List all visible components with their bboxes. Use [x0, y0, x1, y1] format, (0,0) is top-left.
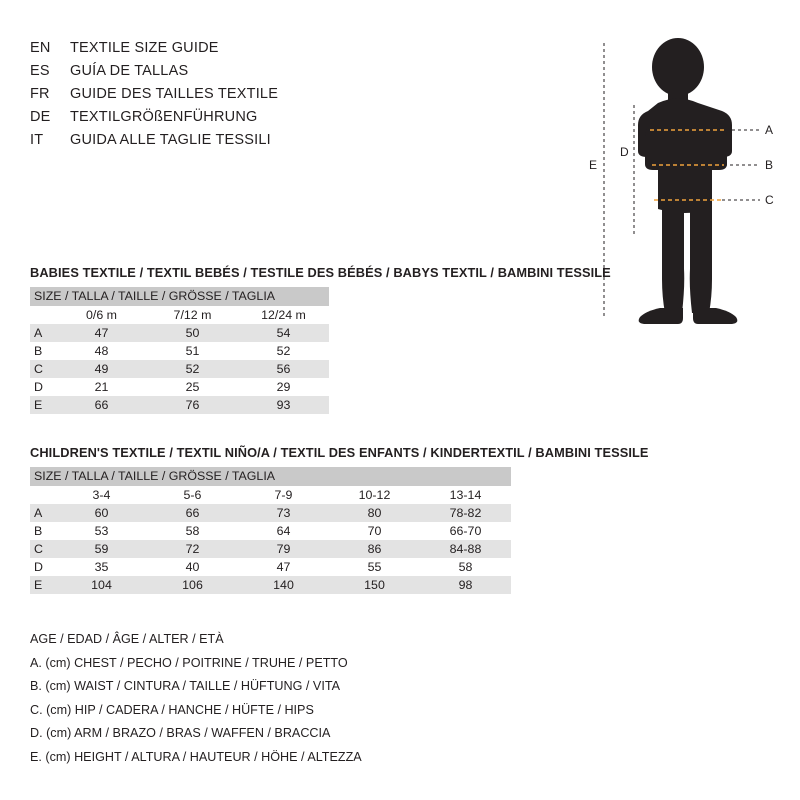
cell: 59	[56, 540, 147, 558]
children-band-label: SIZE / TALLA / TAILLE / GRÖSSE / TAGLIA	[30, 467, 511, 486]
table-row	[30, 324, 329, 342]
cell: 48	[94, 344, 109, 358]
language-code: EN	[30, 40, 51, 56]
cell: 73	[238, 504, 329, 522]
cell: 49	[56, 360, 147, 378]
cell: 104	[56, 576, 147, 594]
table-row	[30, 522, 511, 540]
cell: 78-82	[420, 504, 511, 522]
legend-line-b: B. (cm) WAIST / CINTURA / TAILLE / HÜFTUNG / VITA	[30, 679, 340, 693]
cell: 66-70	[449, 524, 482, 538]
legend-heading: AGE / EDAD / ÂGE / ALTER / ETÀ	[30, 632, 224, 646]
legend-line-a: A. (cm) CHEST / PECHO / POITRINE / TRUHE / PETTO	[30, 655, 348, 670]
cell: 79	[238, 540, 329, 558]
legend-line-e: E. (cm) HEIGHT / ALTURA / HAUTEUR / HÖHE / ALTEZZA	[30, 749, 362, 764]
cell: 51	[185, 344, 200, 358]
table-row	[30, 396, 329, 414]
table-band-row	[30, 467, 511, 486]
cell: 58	[185, 524, 200, 538]
column-header: 13-14	[420, 486, 511, 504]
row-label: A	[30, 504, 56, 522]
cell: 55	[367, 560, 382, 574]
babies-band-label: SIZE / TALLA / TAILLE / GRÖSSE / TAGLIA	[30, 287, 329, 306]
legend-line-c: C. (cm) HIP / CADERA / HANCHE / HÜFTE / HIPS	[30, 702, 314, 717]
cell: 140	[238, 576, 329, 594]
language-title-block	[30, 40, 550, 155]
cell: 53	[94, 524, 109, 538]
legend-block	[30, 628, 362, 769]
child-silhouette-icon	[638, 38, 737, 324]
table-row	[30, 576, 511, 594]
cell: 86	[329, 540, 420, 558]
language-row	[30, 86, 550, 109]
row-label: E	[30, 576, 56, 594]
row-label: B	[34, 344, 43, 358]
cell: 54	[238, 324, 329, 342]
cell: 29	[276, 380, 291, 394]
table-row	[30, 342, 329, 360]
language-code: ES	[30, 63, 50, 79]
language-title: TEXTILGRÖßENFÜHRUNG	[70, 109, 258, 125]
table-band-row	[30, 287, 329, 306]
cell: 35	[94, 560, 109, 574]
cell: 60	[56, 504, 147, 522]
column-header: 3-4	[56, 486, 147, 504]
language-row	[30, 132, 550, 155]
table-row	[30, 540, 511, 558]
language-title: GUIDA ALLE TAGLIE TESSILI	[70, 132, 271, 148]
cell: 72	[147, 540, 238, 558]
children-size-table	[30, 467, 511, 594]
column-header: 7-9	[238, 486, 329, 504]
language-row	[30, 63, 550, 86]
language-title: TEXTILE SIZE GUIDE	[70, 40, 219, 56]
language-code: FR	[30, 86, 50, 102]
row-label: E	[30, 396, 56, 414]
table-row	[30, 504, 511, 522]
table-row	[30, 360, 329, 378]
cell: 52	[276, 344, 291, 358]
table-header-row	[30, 306, 329, 324]
row-label: C	[30, 360, 56, 378]
column-header: 12/24 m	[238, 306, 329, 324]
cell: 150	[329, 576, 420, 594]
cell: 84-88	[420, 540, 511, 558]
cell: 66	[56, 396, 147, 414]
marker-label-a: A	[765, 123, 774, 137]
marker-label-b: B	[765, 158, 774, 172]
cell: 106	[147, 576, 238, 594]
cell: 66	[147, 504, 238, 522]
row-label: C	[30, 540, 56, 558]
babies-section-title: BABIES TEXTILE / TEXTIL BEBÉS / TESTILE DES BÉBÉS / BABYS TEXTIL / BAMBINI TESSILE	[30, 265, 611, 280]
cell: 98	[420, 576, 511, 594]
table-header-row	[30, 486, 511, 504]
table-row	[30, 558, 511, 576]
legend-line-d: D. (cm) ARM / BRAZO / BRAS / WAFFEN / BRACCIA	[30, 726, 331, 740]
language-row	[30, 109, 550, 132]
cell: 21	[94, 380, 109, 394]
marker-label-d: D	[620, 145, 629, 159]
marker-label-e: E	[589, 158, 598, 172]
cell: 76	[147, 396, 238, 414]
language-row	[30, 40, 550, 63]
column-header: 10-12	[329, 486, 420, 504]
cell: 64	[276, 524, 291, 538]
cell: 93	[238, 396, 329, 414]
column-header: 0/6 m	[56, 306, 147, 324]
language-title: GUÍA DE TALLAS	[70, 63, 189, 79]
row-label: A	[30, 324, 56, 342]
corner-cell	[30, 486, 56, 504]
children-section-title: CHILDREN'S TEXTILE / TEXTIL NIÑO/A / TEXTIL DES ENFANTS / KINDERTEXTIL / BAMBINI TESSILE	[30, 445, 649, 460]
babies-size-table	[30, 287, 329, 414]
cell: 56	[238, 360, 329, 378]
cell: 50	[147, 324, 238, 342]
marker-label-c: C	[765, 193, 774, 207]
column-header: 5-6	[147, 486, 238, 504]
row-label: D	[34, 560, 43, 574]
cell: 47	[56, 324, 147, 342]
corner-cell	[30, 306, 56, 324]
row-label: B	[34, 524, 43, 538]
table-row	[30, 378, 329, 396]
children-section	[30, 445, 649, 594]
cell: 40	[185, 560, 200, 574]
cell: 80	[329, 504, 420, 522]
cell: 58	[458, 560, 473, 574]
language-code: IT	[30, 132, 44, 148]
cell: 25	[185, 380, 200, 394]
column-header: 7/12 m	[147, 306, 238, 324]
language-code: DE	[30, 109, 51, 125]
row-label: D	[34, 380, 43, 394]
language-title: GUIDE DES TAILLES TEXTILE	[70, 86, 279, 102]
cell: 70	[367, 524, 382, 538]
cell: 47	[276, 560, 291, 574]
cell: 52	[147, 360, 238, 378]
babies-section	[30, 265, 611, 414]
